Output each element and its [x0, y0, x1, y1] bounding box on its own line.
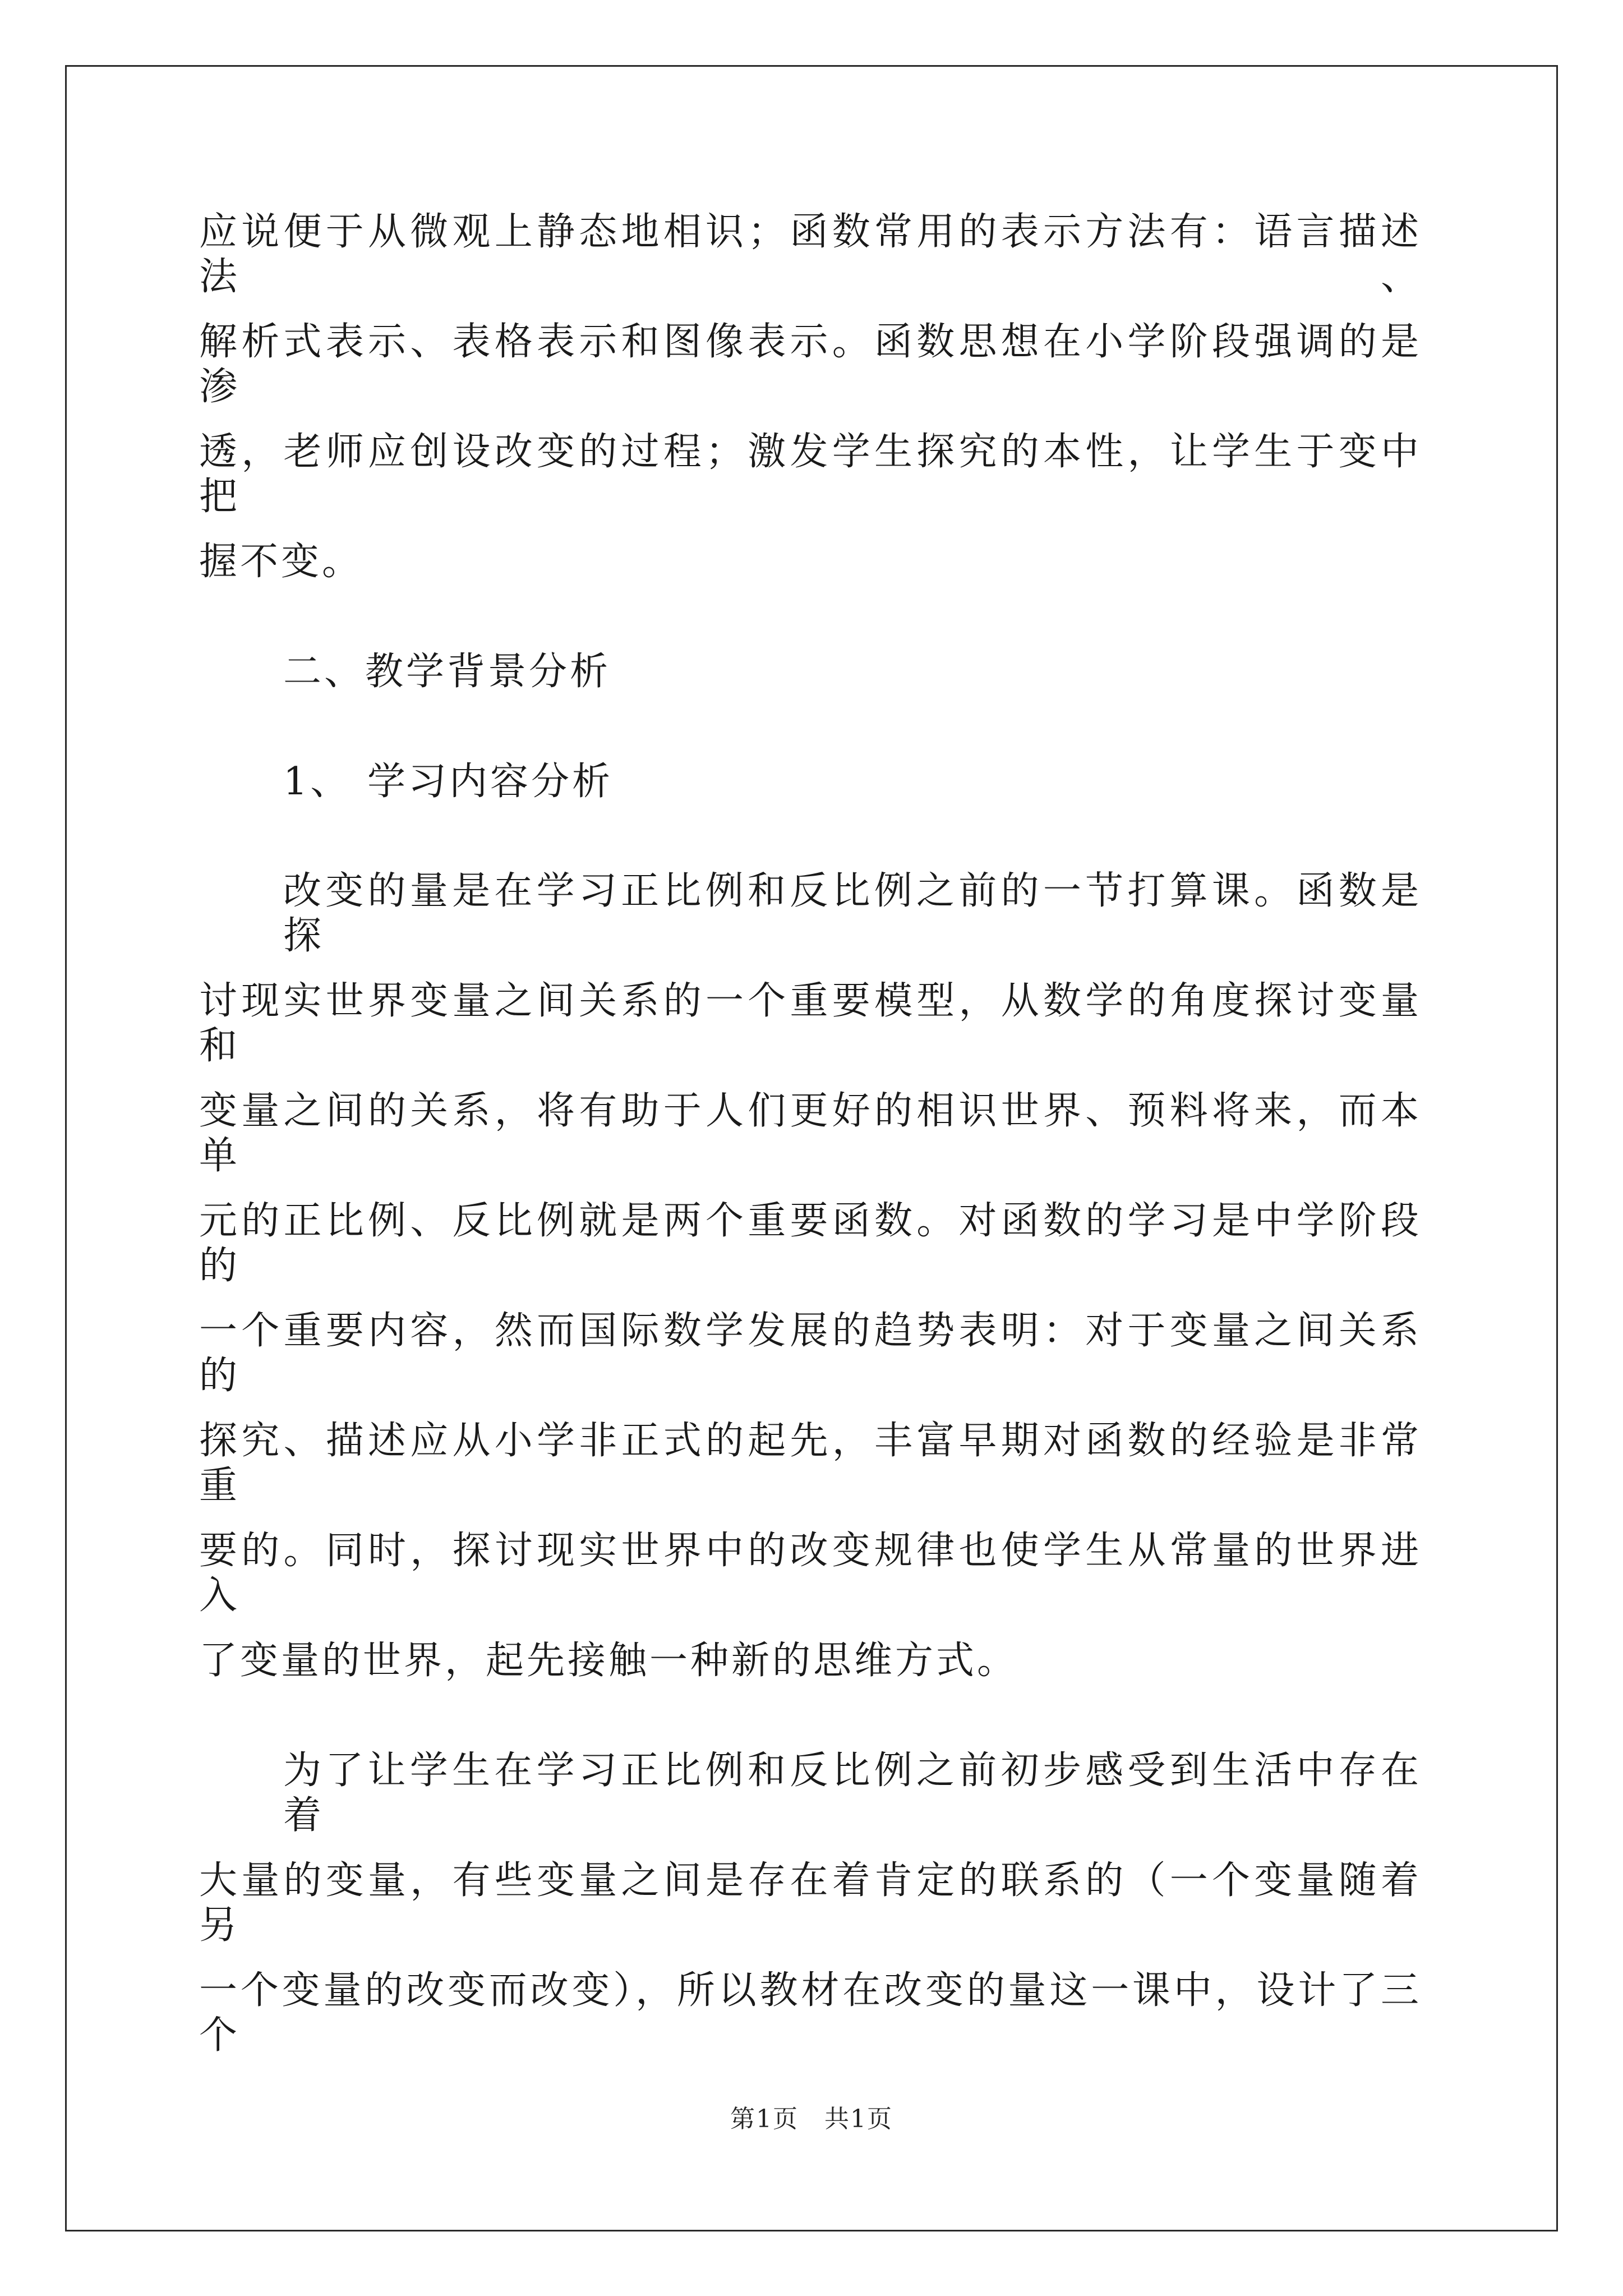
- body-text-line: 大量的变量，有些变量之间是存在着肯定的联系的（一个变量随着另: [199, 1858, 1422, 1948]
- subsection-number: 1、: [283, 760, 352, 804]
- body-text-line: 一个变量的改变而改变），所以教材在改变的量这一课中，设计了三个: [199, 1968, 1422, 2058]
- body-text-line: 为了让学生在学习正比例和反比例之前初步感受到生活中存在着: [283, 1749, 1422, 1838]
- body-text-line: 变量之间的关系，将有助于人们更好的相识世界、预料将来，而本单: [199, 1089, 1422, 1178]
- section-heading: 二、教学背景分析: [283, 650, 611, 694]
- body-text-line: 解析式表示、表格表示和图像表示。函数思想在小学阶段强调的是渗: [199, 320, 1422, 409]
- subsection-title: 学习内容分析: [367, 760, 614, 804]
- body-text-line: 讨现实世界变量之间关系的一个重要模型，从数学的角度探讨变量和: [199, 979, 1422, 1068]
- page-number-footer: 第1页 共1页: [730, 2105, 893, 2133]
- subsection-heading: [283, 760, 1422, 804]
- body-text-line: 探究、描述应从小学非正式的起先，丰富早期对函数的经验是非常重: [199, 1419, 1422, 1508]
- body-text-line: 要的。同时，探讨现实世界中的改变规律也使学生从常量的世界进入: [199, 1529, 1422, 1618]
- body-text-line: 元的正比例、反比例就是两个重要函数。对函数的学习是中学阶段的: [199, 1199, 1422, 1288]
- page-border: [65, 65, 1558, 2231]
- body-text-line: 透，老师应创设改变的过程；激发学生探究的本性，让学生于变中把: [199, 430, 1422, 519]
- body-text-line: 握不变。: [199, 540, 363, 584]
- body-text-line: 了变量的世界，起先接触一种新的思维方式。: [199, 1639, 1018, 1683]
- body-text-line: 改变的量是在学习正比例和反比例之前的一节打算课。函数是探: [283, 869, 1422, 958]
- body-text-line: 应说便于从微观上静态地相识；函数常用的表示方法有：语言描述法、: [199, 210, 1422, 299]
- body-text-line: 一个重要内容，然而国际数学发展的趋势表明：对于变量之间关系的: [199, 1309, 1422, 1398]
